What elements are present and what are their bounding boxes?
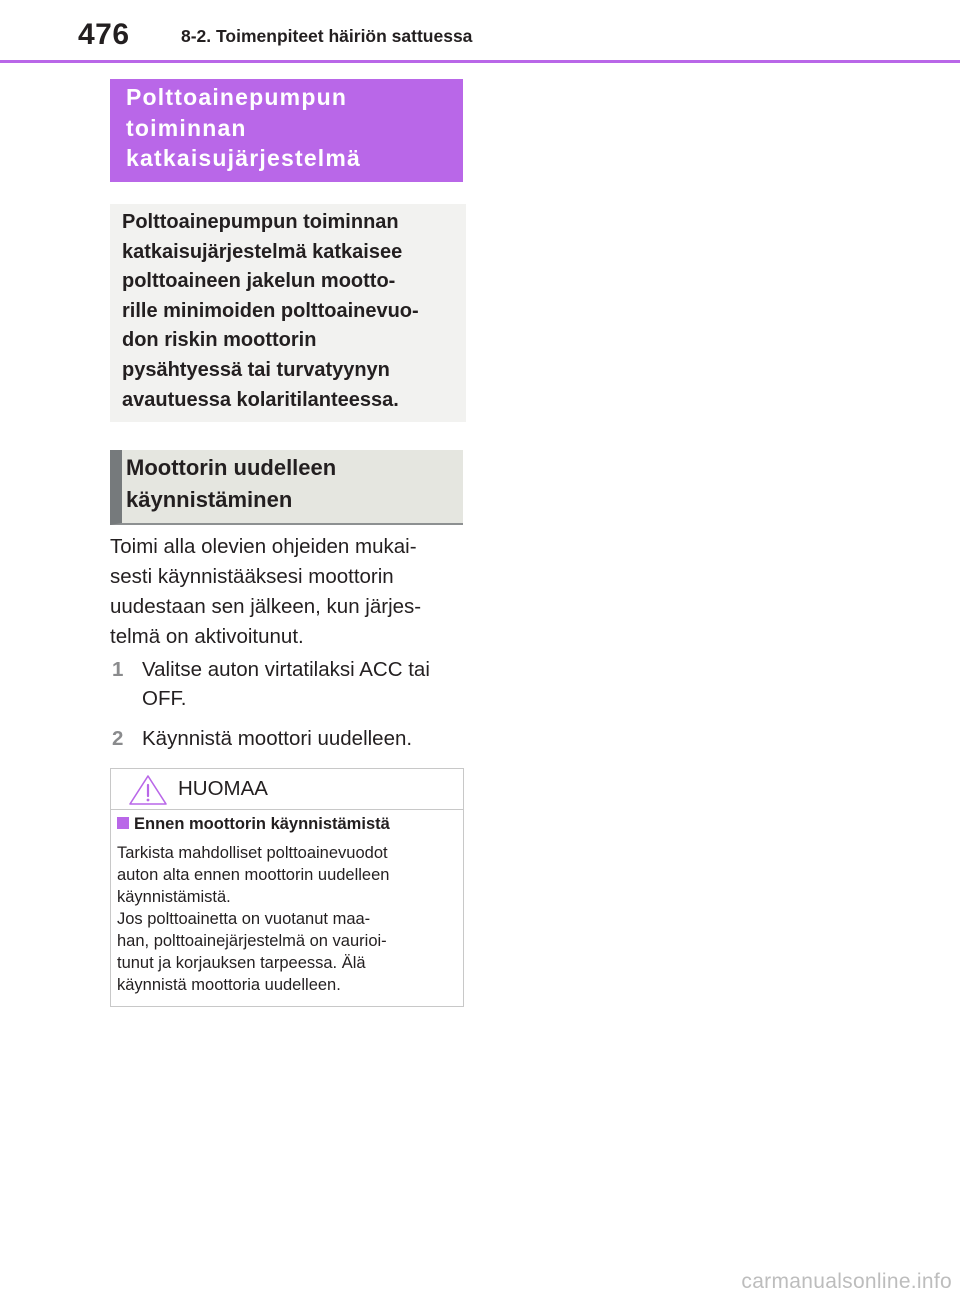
intro-paragraph bbox=[110, 532, 470, 652]
title-line: Polttoainepumpun bbox=[126, 84, 348, 110]
summary-line: polttoaineen jakelun mootto- bbox=[122, 270, 396, 293]
title-line: toiminnan bbox=[126, 114, 247, 141]
title-box bbox=[110, 79, 463, 182]
page-number: 476 bbox=[78, 18, 130, 51]
step-number: 1 bbox=[112, 658, 124, 681]
summary-line: avautuessa kolaritilanteessa. bbox=[122, 388, 399, 411]
notice-subtitle bbox=[117, 815, 390, 834]
subheading-line: käynnistäminen bbox=[126, 487, 293, 512]
intro-line: sesti käynnistääksesi moottorin bbox=[110, 565, 394, 588]
step-number: 2 bbox=[112, 727, 124, 750]
step-line: OFF. bbox=[142, 687, 187, 710]
notice-line: auton alta ennen moottorin uudelleen bbox=[117, 866, 390, 884]
step-text bbox=[142, 655, 430, 713]
summary-line: rille minimoiden polttoainevuo- bbox=[122, 299, 419, 322]
section-title: 8-2. Toimenpiteet häiriön sattuessa bbox=[181, 26, 473, 46]
step-text bbox=[142, 724, 412, 753]
notice-line: käynnistämistä. bbox=[117, 888, 231, 906]
step-line: Valitse auton virtatilaksi ACC tai bbox=[142, 658, 430, 681]
intro-line: telmä on aktivoitunut. bbox=[110, 625, 304, 648]
summary-box bbox=[110, 204, 466, 422]
intro-line: uudestaan sen jälkeen, kun järjes- bbox=[110, 595, 422, 618]
notice-body bbox=[117, 842, 461, 996]
warning-triangle-icon bbox=[128, 774, 168, 806]
square-bullet-icon bbox=[117, 817, 129, 829]
notice-line: han, polttoainejärjestelmä on vaurioi- bbox=[117, 932, 387, 950]
notice-subtitle-text: Ennen moottorin käynnistämistä bbox=[134, 815, 390, 833]
notice-header bbox=[111, 769, 463, 810]
header-rule bbox=[0, 60, 960, 63]
summary-line: don riskin moottorin bbox=[122, 329, 317, 352]
watermark: carmanualsonline.info bbox=[741, 1270, 952, 1293]
summary-line: pysähtyessä tai turvatyynyn bbox=[122, 358, 390, 381]
summary-line: katkaisujärjestelmä katkaisee bbox=[122, 240, 403, 263]
notice-line: Tarkista mahdolliset polttoainevuodot bbox=[117, 844, 388, 862]
intro-line: Toimi alla olevien ohjeiden mukai- bbox=[110, 535, 417, 558]
title-line: katkaisujärjestelmä bbox=[126, 145, 362, 171]
notice-line: käynnistä moottoria uudelleen. bbox=[117, 976, 341, 994]
step-line: Käynnistä moottori uudelleen. bbox=[142, 727, 413, 750]
notice-line: tunut ja korjauksen tarpeessa. Älä bbox=[117, 954, 366, 972]
subheading bbox=[110, 450, 463, 525]
notice-title: HUOMAA bbox=[178, 777, 268, 800]
subheading-line: Moottorin uudelleen bbox=[126, 455, 337, 480]
notice-box bbox=[110, 768, 464, 1007]
summary-line: Polttoainepumpun toiminnan bbox=[122, 211, 399, 233]
notice-line: Jos polttoainetta on vuotanut maa- bbox=[117, 910, 371, 928]
